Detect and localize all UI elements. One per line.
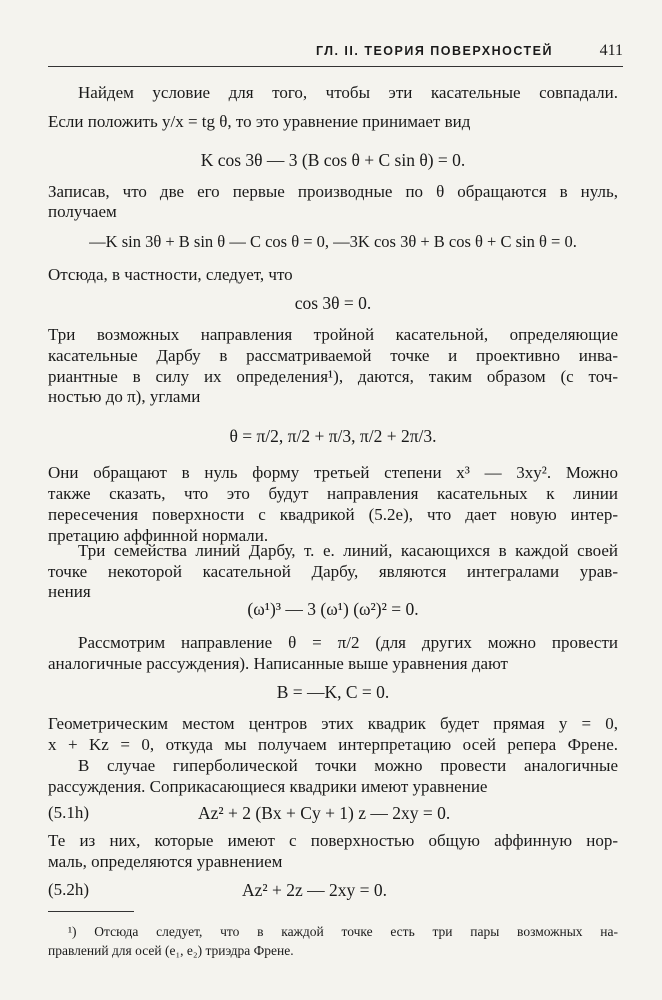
page-number: 411 [599, 42, 623, 59]
footnote-line: ¹) Отсюда следует, что в каждой точке есть три пары возможных на- [68, 924, 618, 939]
text-line: претацию аффинной нормали. [48, 526, 269, 545]
equation: —K sin 3θ + B sin θ — C cos θ = 0, —3K cos 3θ + B cos θ + C sin θ = 0. [89, 232, 577, 251]
text-line: Если положить y/x = tg θ, то это уравнение принимает вид [48, 112, 471, 131]
text-line: рассуждения. Соприкасающиеся квадрики имеют уравнение [48, 777, 488, 796]
footnote-line: правлений для осей (e₁, e₂) триэдра Френе. [48, 943, 294, 958]
text-line: нения [48, 582, 91, 601]
text-line: Они обращают в нуль форму третьей степени x³ — 3xy². Можно [48, 463, 618, 482]
text-line: Записав, что две его первые производные по θ обращаются в нуль, [48, 182, 618, 201]
equation: B = —K, C = 0. [276, 682, 390, 702]
footnote-divider [48, 911, 134, 912]
text-line: Три семейства линий Дарбу, т. е. линий, касающихся в каждой своей [78, 541, 618, 560]
text-line: Найдем условие для того, чтобы эти касательные совпадали. [78, 83, 618, 102]
text-line: маль, определяются уравнением [48, 852, 283, 871]
text-line: x + Kz = 0, откуда мы получаем интерпретацию осей репера Френе. [48, 735, 618, 754]
equation: Az² + 2z — 2xy = 0. [242, 880, 388, 900]
text-line: точке некоторой касательной Дарбу, являются интегралами урав- [48, 562, 618, 581]
equation: (ω¹)³ — 3 (ω¹) (ω²)² = 0. [247, 599, 419, 619]
text-line: Геометрическим местом центров этих квадрик будет прямая y = 0, [48, 714, 618, 733]
equation-number: (5.2h) [48, 880, 90, 899]
text-line: Те из них, которые имеют с поверхностью общую аффинную нор- [48, 831, 618, 850]
text-line: Три возможных направления тройной касательной, определяющие [48, 325, 618, 344]
text-line: аналогичные рассуждения). Написанные выше уравнения дают [48, 654, 508, 673]
text-line: получаем [48, 202, 117, 221]
text-line: риантные в силу их определения¹), даются, таким образом (с точ- [48, 367, 618, 386]
text-line: Рассмотрим направление θ = π/2 (для других можно провести [78, 633, 618, 652]
text-line: также сказать, что это будут направления касательных к линии [48, 484, 618, 503]
equation: K cos 3θ — 3 (B cos θ + C sin θ) = 0. [200, 150, 466, 170]
page-header [48, 40, 623, 67]
text-line: В случае гиперболической точки можно провести аналогичные [78, 756, 618, 775]
equation: Az² + 2 (Bx + Cy + 1) z — 2xy = 0. [198, 803, 451, 823]
text-line: Отсюда, в частности, следует, что [48, 265, 293, 284]
text-line: ностью до π), углами [48, 387, 201, 406]
running-head: ГЛ. II. ТЕОРИЯ ПОВЕРХНОСТЕЙ [315, 44, 553, 58]
text-line: касательные Дарбу в рассматриваемой точке и проективно инва- [48, 346, 618, 365]
equation-number: (5.1h) [48, 803, 90, 822]
text-line: пересечения поверхности с квадрикой (5.2e), что дает новую интер- [48, 505, 618, 524]
equation: θ = π/2, π/2 + π/3, π/2 + 2π/3. [229, 426, 437, 446]
equation: cos 3θ = 0. [294, 293, 372, 313]
